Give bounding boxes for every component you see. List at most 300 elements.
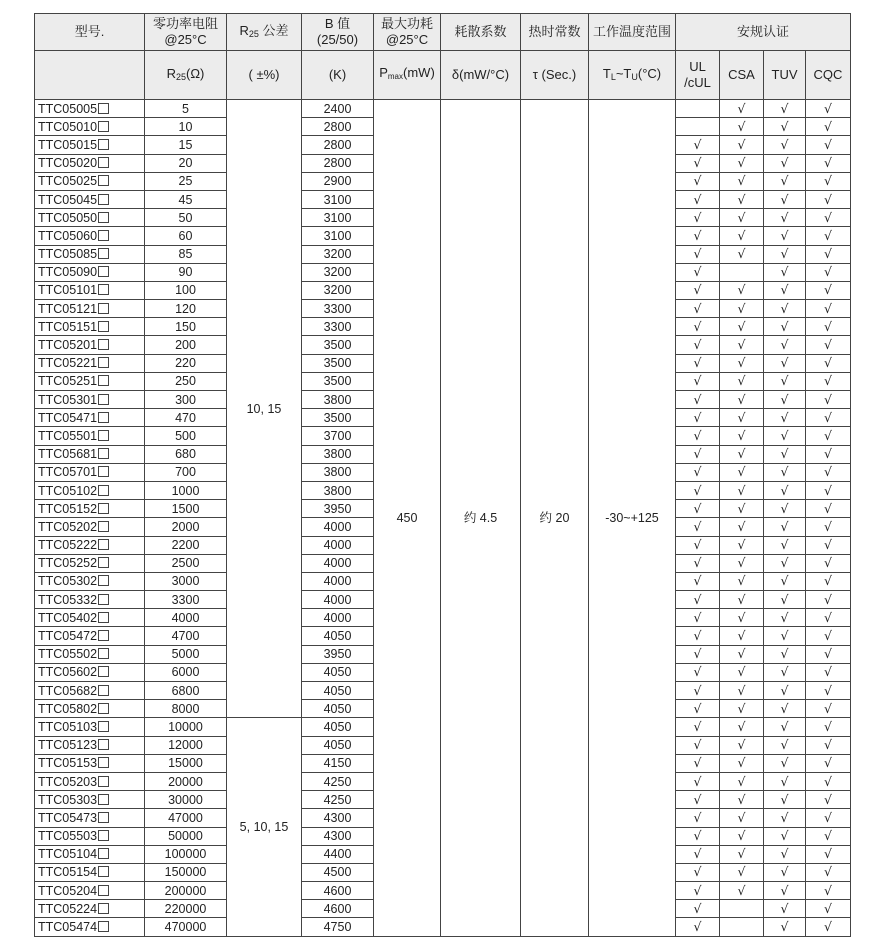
b-value-cell: 4000 (302, 572, 374, 590)
r25-cell: 10000 (145, 718, 227, 736)
b-value-cell: 3100 (302, 227, 374, 245)
cert-cqc-cell: √ (806, 445, 851, 463)
cert-cqc-cell: √ (806, 627, 851, 645)
r25-cell: 60 (145, 227, 227, 245)
cert-ul-cell: √ (676, 172, 720, 190)
r25-cell: 100000 (145, 845, 227, 863)
model-cell (35, 209, 145, 227)
model-number: TTC05045 (38, 192, 98, 207)
model-number: TTC05251 (38, 374, 98, 389)
cert-cqc-cell: √ (806, 700, 851, 718)
r25-cell: 5000 (145, 645, 227, 663)
model-number: TTC05301 (38, 392, 98, 407)
b-value-cell: 4050 (302, 736, 374, 754)
model-cell (35, 882, 145, 900)
cert-tuv-cell: √ (764, 318, 806, 336)
cert-csa-cell: √ (720, 609, 764, 627)
cert-csa-cell: √ (720, 463, 764, 481)
cert-cqc-cell: √ (806, 190, 851, 208)
cert-tuv-cell: √ (764, 572, 806, 590)
model-cell (35, 318, 145, 336)
cert-cqc-cell: √ (806, 154, 851, 172)
r25-cell: 85 (145, 245, 227, 263)
cert-csa-cell: √ (720, 809, 764, 827)
r25-cell: 250 (145, 372, 227, 390)
model-number: TTC05802 (38, 701, 98, 716)
model-cell (35, 118, 145, 136)
cert-ul-cell: √ (676, 591, 720, 609)
cert-ul-cell: √ (676, 245, 720, 263)
cert-cqc-cell: √ (806, 827, 851, 845)
cert-tuv-cell: √ (764, 609, 806, 627)
model-cell (35, 863, 145, 881)
cert-tuv-cell: √ (764, 627, 806, 645)
cert-ul-cell: √ (676, 736, 720, 754)
cert-ul-cell: √ (676, 663, 720, 681)
tolerance-cell: 5, 10, 15 (227, 718, 302, 936)
b-value-cell: 4600 (302, 900, 374, 918)
cert-tuv-cell: √ (764, 900, 806, 918)
cert-cqc-cell: √ (806, 772, 851, 790)
cert-cqc-cell: √ (806, 318, 851, 336)
cert-ul-cell: √ (676, 645, 720, 663)
cert-tuv-cell: √ (764, 100, 806, 118)
suffix-box-icon (98, 594, 109, 605)
cert-csa-cell: √ (720, 736, 764, 754)
header-model: 型号. (35, 14, 145, 51)
model-cell (35, 481, 145, 499)
model-number: TTC05332 (38, 592, 98, 607)
b-value-cell: 4000 (302, 518, 374, 536)
unit-time-constant: τ (Sec.) (521, 51, 589, 100)
suffix-box-icon (98, 430, 109, 441)
cert-cqc-cell: √ (806, 500, 851, 518)
r25-cell: 500 (145, 427, 227, 445)
cert-csa-cell: √ (720, 318, 764, 336)
suffix-box-icon (98, 121, 109, 132)
dissipation-cell: 约 4.5 (441, 100, 521, 937)
header-dissipation: 耗散系数 (441, 14, 521, 51)
cert-cqc-cell: √ (806, 354, 851, 372)
b-value-cell: 2900 (302, 172, 374, 190)
cert-ul-cell: √ (676, 463, 720, 481)
model-cell (35, 682, 145, 700)
cert-ul-cell: √ (676, 791, 720, 809)
model-cell (35, 663, 145, 681)
suffix-box-icon (98, 375, 109, 386)
r25-cell: 20000 (145, 772, 227, 790)
r25-cell: 6800 (145, 682, 227, 700)
model-number: TTC05151 (38, 319, 98, 334)
r25-cell: 2500 (145, 554, 227, 572)
model-cell (35, 791, 145, 809)
model-cell (35, 736, 145, 754)
suffix-box-icon (98, 776, 109, 787)
model-cell (35, 409, 145, 427)
suffix-box-icon (98, 794, 109, 805)
model-cell (35, 154, 145, 172)
suffix-box-icon (98, 412, 109, 423)
model-number: TTC05222 (38, 538, 98, 553)
model-number: TTC05701 (38, 465, 98, 480)
cert-csa-cell: √ (720, 682, 764, 700)
cert-ul-cell: √ (676, 518, 720, 536)
r25-cell: 2000 (145, 518, 227, 536)
suffix-box-icon (98, 266, 109, 277)
model-cell (35, 718, 145, 736)
cert-csa-cell: √ (720, 554, 764, 572)
suffix-box-icon (98, 812, 109, 823)
suffix-box-icon (98, 230, 109, 241)
cert-cqc-cell: √ (806, 918, 851, 936)
cert-tuv-cell: √ (764, 154, 806, 172)
b-value-cell: 3200 (302, 245, 374, 263)
model-number: TTC05015 (38, 137, 98, 152)
cert-ul-cell: √ (676, 427, 720, 445)
model-number: TTC05010 (38, 119, 98, 134)
cert-ul-cell: √ (676, 772, 720, 790)
cert-tuv-cell: √ (764, 918, 806, 936)
cert-cqc-cell: √ (806, 172, 851, 190)
model-number: TTC05252 (38, 556, 98, 571)
model-cell (35, 518, 145, 536)
suffix-box-icon (98, 303, 109, 314)
suffix-box-icon (98, 103, 109, 114)
cert-tuv-cell: √ (764, 754, 806, 772)
cert-tuv-cell: √ (764, 118, 806, 136)
tolerance-cell: 10, 15 (227, 100, 302, 718)
time-constant-cell: 约 20 (521, 100, 589, 937)
cert-csa-cell: √ (720, 845, 764, 863)
header-certification: 安规认证 (676, 14, 851, 51)
b-value-cell: 4300 (302, 809, 374, 827)
b-value-cell: 2800 (302, 154, 374, 172)
r25-cell: 6000 (145, 663, 227, 681)
table-row (35, 100, 851, 118)
r25-cell: 3300 (145, 591, 227, 609)
model-number: TTC05402 (38, 610, 98, 625)
r25-cell: 8000 (145, 700, 227, 718)
cert-cqc-cell: √ (806, 427, 851, 445)
cert-csa-cell: √ (720, 518, 764, 536)
model-number: TTC05153 (38, 756, 98, 771)
b-value-cell: 4150 (302, 754, 374, 772)
r25-cell: 1500 (145, 500, 227, 518)
model-cell (35, 900, 145, 918)
b-value-cell: 3800 (302, 391, 374, 409)
cert-cqc-cell: √ (806, 591, 851, 609)
model-cell (35, 645, 145, 663)
cert-tuv-cell: √ (764, 772, 806, 790)
cert-tuv-cell: √ (764, 882, 806, 900)
cert-cqc-cell: √ (806, 863, 851, 881)
cert-tuv-cell: √ (764, 554, 806, 572)
suffix-box-icon (98, 721, 109, 732)
cert-csa-cell: √ (720, 391, 764, 409)
cert-tuv-cell: √ (764, 409, 806, 427)
cert-ul-cell: √ (676, 154, 720, 172)
r25-cell: 2200 (145, 536, 227, 554)
table-header (35, 14, 851, 100)
cert-csa-cell: √ (720, 481, 764, 499)
model-cell (35, 372, 145, 390)
cert-tuv-cell: √ (764, 209, 806, 227)
b-value-cell: 3500 (302, 336, 374, 354)
cert-cqc-cell: √ (806, 736, 851, 754)
cert-tuv-cell: √ (764, 845, 806, 863)
cert-ul-cell: √ (676, 536, 720, 554)
model-number: TTC05303 (38, 792, 98, 807)
header-tolerance: $R_{25}$ 公差 (227, 14, 302, 51)
unit-r25: $R_{25}(\Omega)$ (145, 51, 227, 100)
b-value-cell: 3200 (302, 263, 374, 281)
suffix-box-icon (98, 157, 109, 168)
cert-csa-cell: √ (720, 627, 764, 645)
cert-cqc-cell: √ (806, 572, 851, 590)
cert-ul-cell: √ (676, 809, 720, 827)
r25-cell: 50 (145, 209, 227, 227)
model-cell (35, 281, 145, 299)
thermistor-spec-table (34, 13, 851, 937)
cert-tuv-cell: √ (764, 809, 806, 827)
model-number: TTC05102 (38, 483, 98, 498)
cert-csa-cell: √ (720, 700, 764, 718)
b-value-cell: 4750 (302, 918, 374, 936)
suffix-box-icon (98, 521, 109, 532)
model-cell (35, 809, 145, 827)
b-value-cell: 3700 (302, 427, 374, 445)
cert-csa-cell: √ (720, 227, 764, 245)
cert-cqc-cell: √ (806, 682, 851, 700)
model-cell (35, 427, 145, 445)
model-number: TTC05104 (38, 847, 98, 862)
header-temp-range: 工作温度范围 (589, 14, 676, 51)
model-number: TTC05681 (38, 447, 98, 462)
suffix-box-icon (98, 485, 109, 496)
unit-pmax: Pmax(mW) (374, 51, 441, 100)
b-value-cell: 4250 (302, 791, 374, 809)
r25-cell: 470 (145, 409, 227, 427)
model-number: TTC05472 (38, 629, 98, 644)
cert-csa-cell: √ (720, 354, 764, 372)
model-cell (35, 245, 145, 263)
cert-cqc-cell: √ (806, 554, 851, 572)
b-value-cell: 3300 (302, 318, 374, 336)
suffix-box-icon (98, 630, 109, 641)
r25-cell: 12000 (145, 736, 227, 754)
cert-csa-cell: √ (720, 754, 764, 772)
suffix-box-icon (98, 539, 109, 550)
cert-csa-cell: √ (720, 827, 764, 845)
cert-tuv-cell: √ (764, 227, 806, 245)
cert-cqc-cell: √ (806, 882, 851, 900)
r25-cell: 50000 (145, 827, 227, 845)
r25-cell: 200 (145, 336, 227, 354)
r25-cell: 1000 (145, 481, 227, 499)
suffix-box-icon (98, 557, 109, 568)
b-value-cell: 2800 (302, 136, 374, 154)
cert-cqc-cell: √ (806, 791, 851, 809)
suffix-box-icon (98, 666, 109, 677)
cert-csa-cell: √ (720, 772, 764, 790)
cert-tuv-cell: √ (764, 682, 806, 700)
r25-cell: 3000 (145, 572, 227, 590)
cert-tuv-cell: √ (764, 427, 806, 445)
cert-ul-cell: √ (676, 372, 720, 390)
cert-tuv-cell: √ (764, 336, 806, 354)
cert-csa-cell: √ (720, 118, 764, 136)
cert-cqc-cell: √ (806, 100, 851, 118)
cert-ul-cell (676, 118, 720, 136)
model-number: TTC05503 (38, 829, 98, 844)
r25-cell: 150000 (145, 863, 227, 881)
cert-cqc-cell: √ (806, 227, 851, 245)
header-pmax: 最大功耗 @25°C (374, 14, 441, 51)
cert-cqc-cell: √ (806, 463, 851, 481)
model-cell (35, 336, 145, 354)
suffix-box-icon (98, 848, 109, 859)
suffix-box-icon (98, 466, 109, 477)
cert-tuv-cell: √ (764, 536, 806, 554)
cert-ul-cell: √ (676, 263, 720, 281)
r25-cell: 4700 (145, 627, 227, 645)
suffix-box-icon (98, 830, 109, 841)
suffix-box-icon (98, 866, 109, 877)
cert-cqc-cell: √ (806, 409, 851, 427)
b-value-cell: 4250 (302, 772, 374, 790)
cert-csa-cell: √ (720, 663, 764, 681)
b-value-cell: 3800 (302, 463, 374, 481)
b-value-cell: 4050 (302, 700, 374, 718)
model-number: TTC05025 (38, 174, 98, 189)
cert-ul-cell: √ (676, 900, 720, 918)
cert-cqc-cell: √ (806, 481, 851, 499)
cert-cqc-cell: √ (806, 300, 851, 318)
cert-csa-cell (720, 900, 764, 918)
cert-cqc-cell: √ (806, 136, 851, 154)
cert-cqc-cell: √ (806, 372, 851, 390)
r25-cell: 120 (145, 300, 227, 318)
cert-tuv-cell: √ (764, 300, 806, 318)
b-value-cell: 3200 (302, 281, 374, 299)
model-cell (35, 754, 145, 772)
cert-tuv-cell: √ (764, 245, 806, 263)
cert-tuv-cell: √ (764, 700, 806, 718)
cert-tuv-cell: √ (764, 827, 806, 845)
model-number: TTC05602 (38, 665, 98, 680)
cert-tuv-cell: √ (764, 718, 806, 736)
cert-csa-cell: √ (720, 572, 764, 590)
model-number: TTC05471 (38, 410, 98, 425)
cert-tuv-cell: √ (764, 391, 806, 409)
cert-tuv-cell: √ (764, 190, 806, 208)
model-cell (35, 572, 145, 590)
model-cell (35, 700, 145, 718)
model-number: TTC05103 (38, 719, 98, 734)
cert-csa-cell: √ (720, 136, 764, 154)
cert-tuv-cell: √ (764, 645, 806, 663)
model-cell (35, 827, 145, 845)
cert-ul-cell: √ (676, 918, 720, 936)
cert-ul-cell: √ (676, 863, 720, 881)
suffix-box-icon (98, 685, 109, 696)
cert-cqc-cell: √ (806, 663, 851, 681)
b-value-cell: 3300 (302, 300, 374, 318)
b-value-cell: 3500 (302, 354, 374, 372)
cert-cqc-cell: √ (806, 718, 851, 736)
header-cert-tuv: TUV (764, 51, 806, 100)
cert-csa-cell: √ (720, 718, 764, 736)
model-cell (35, 627, 145, 645)
b-value-cell: 4000 (302, 591, 374, 609)
cert-csa-cell: √ (720, 281, 764, 299)
model-number: TTC05203 (38, 774, 98, 789)
model-cell (35, 609, 145, 627)
r25-cell: 470000 (145, 918, 227, 936)
suffix-box-icon (98, 921, 109, 932)
model-number: TTC05501 (38, 428, 98, 443)
cert-ul-cell: √ (676, 336, 720, 354)
cert-csa-cell: √ (720, 100, 764, 118)
r25-cell: 100 (145, 281, 227, 299)
model-cell (35, 391, 145, 409)
r25-cell: 25 (145, 172, 227, 190)
cert-tuv-cell: √ (764, 263, 806, 281)
b-value-cell: 3800 (302, 481, 374, 499)
suffix-box-icon (98, 175, 109, 186)
model-cell (35, 263, 145, 281)
cert-csa-cell: √ (720, 172, 764, 190)
cert-csa-cell: √ (720, 154, 764, 172)
model-cell (35, 463, 145, 481)
suffix-box-icon (98, 503, 109, 514)
header-r25: 零功率电阻 @25°C (145, 14, 227, 51)
model-cell (35, 536, 145, 554)
model-number: TTC05152 (38, 501, 98, 516)
r25-cell: 30000 (145, 791, 227, 809)
r25-cell: 4000 (145, 609, 227, 627)
cert-ul-cell: √ (676, 445, 720, 463)
suffix-box-icon (98, 612, 109, 623)
b-value-cell: 4050 (302, 682, 374, 700)
b-value-cell: 3500 (302, 409, 374, 427)
r25-cell: 300 (145, 391, 227, 409)
cert-csa-cell: √ (720, 882, 764, 900)
table-body (35, 100, 851, 937)
cert-csa-cell: √ (720, 300, 764, 318)
cert-ul-cell (676, 100, 720, 118)
b-value-cell: 3950 (302, 500, 374, 518)
cert-ul-cell: √ (676, 718, 720, 736)
cert-csa-cell: √ (720, 645, 764, 663)
cert-ul-cell: √ (676, 190, 720, 208)
cert-ul-cell: √ (676, 281, 720, 299)
r25-cell: 200000 (145, 882, 227, 900)
suffix-box-icon (98, 394, 109, 405)
b-value-cell: 2400 (302, 100, 374, 118)
header-cert-ul: UL /cUL (676, 51, 720, 100)
unit-temp-range: $T_L\sim T_U(^\circ C)$ (589, 51, 676, 100)
cert-ul-cell: √ (676, 354, 720, 372)
cert-tuv-cell: √ (764, 736, 806, 754)
model-cell (35, 554, 145, 572)
cert-csa-cell (720, 263, 764, 281)
model-number: TTC05090 (38, 265, 98, 280)
model-cell (35, 354, 145, 372)
b-value-cell: 4050 (302, 627, 374, 645)
suffix-box-icon (98, 339, 109, 350)
model-cell (35, 136, 145, 154)
